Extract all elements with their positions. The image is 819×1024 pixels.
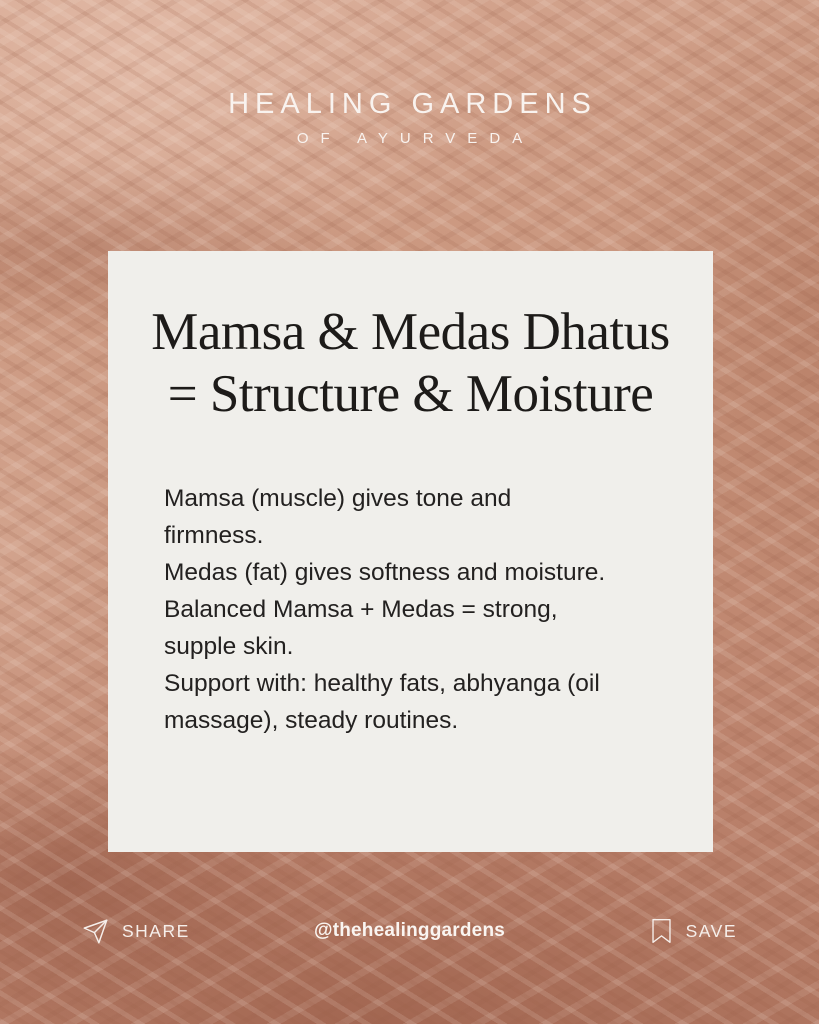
save-button[interactable]: [650, 918, 737, 944]
body-line: Medas (fat) gives softness and moisture.: [164, 559, 606, 586]
bookmark-icon: [650, 918, 673, 944]
body-line: Balanced Mamsa + Medas = strong,: [164, 596, 558, 623]
body-line: Support with: healthy fats, abhyanga (oil: [164, 670, 600, 697]
content-card: [108, 251, 713, 852]
paper-plane-send-icon: [82, 918, 109, 945]
brand-name: HEALING GARDENS: [228, 88, 597, 120]
account-handle[interactable]: @thehealinggardens: [313, 920, 506, 941]
card-title: [108, 251, 713, 425]
save-label: SAVE: [685, 920, 737, 941]
footer-bar: [82, 908, 737, 954]
card-title-line-2: = Structure & Moisture: [167, 365, 654, 423]
brand-tagline: OF AYURVEDA: [296, 130, 535, 147]
share-button[interactable]: [82, 918, 190, 945]
share-label: SHARE: [122, 920, 190, 941]
body-line: massage), steady routines.: [164, 707, 459, 734]
brand-header: [0, 88, 819, 147]
body-line: firmness.: [164, 522, 264, 549]
card-body-text: [108, 480, 713, 739]
body-line: supple skin.: [164, 633, 294, 660]
body-line: Mamsa (muscle) gives tone and: [164, 485, 512, 512]
card-title-line-1: Mamsa & Medas Dhatus: [151, 303, 670, 361]
